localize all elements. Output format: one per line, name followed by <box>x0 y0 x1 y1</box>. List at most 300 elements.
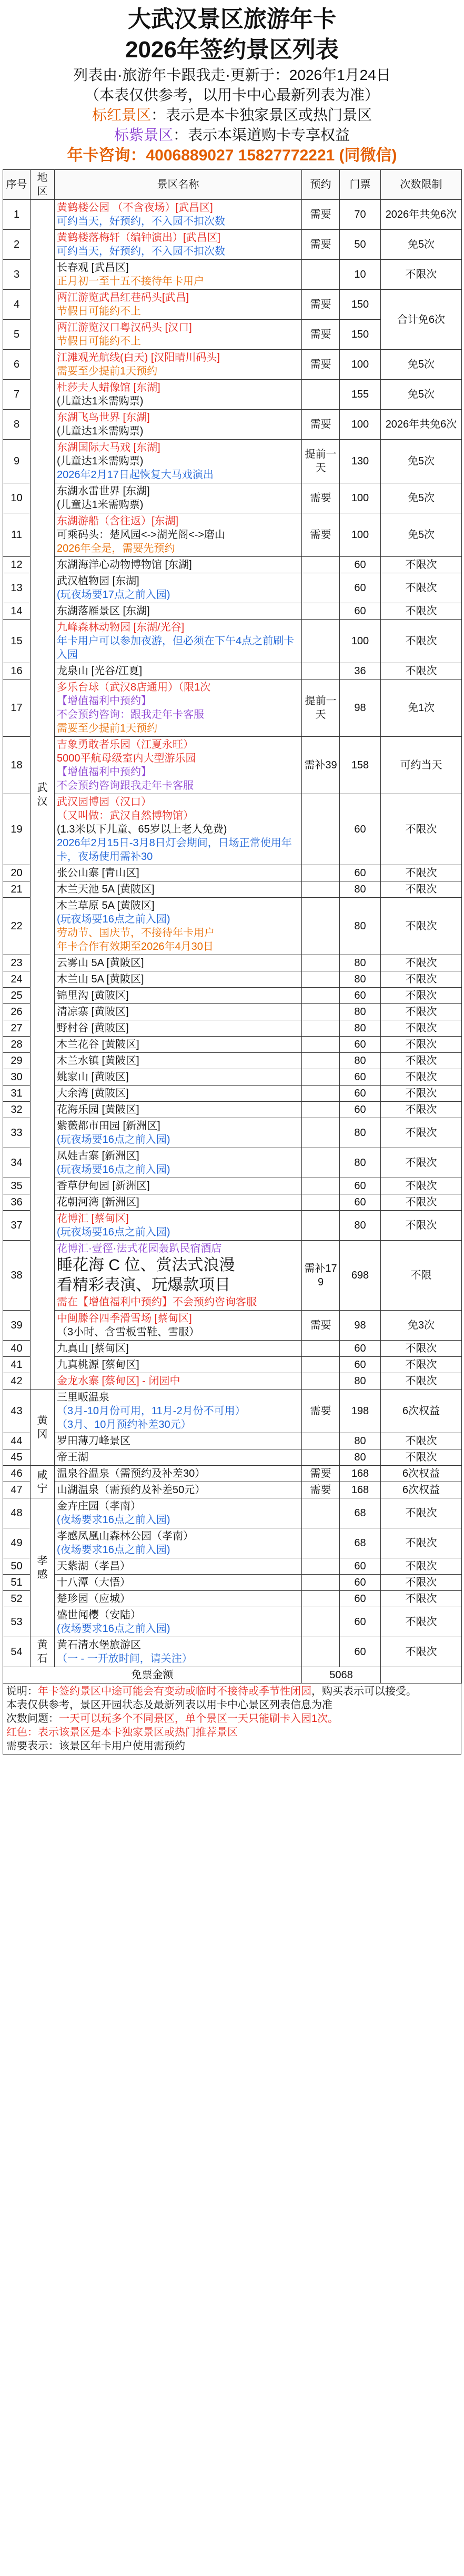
appointment-cell: 需要 <box>302 230 340 260</box>
scenic-name-line: 可乘码头：楚风园<->湖光阁<->磨山 <box>57 529 226 541</box>
visit-limit-cell: 不限次 <box>381 955 462 971</box>
ticket-price-cell: 60 <box>340 1607 381 1637</box>
row-number: 46 <box>3 1466 31 1482</box>
region-cell: 黄石 <box>31 1637 55 1667</box>
table-row <box>3 1053 462 1069</box>
appointment-cell: 需补179 <box>302 1241 340 1311</box>
visit-limit-cell: 合计免6次 <box>381 290 462 350</box>
scenic-name-cell <box>55 1558 302 1575</box>
ticket-price-cell: 80 <box>340 1118 381 1148</box>
scenic-name-cell <box>55 1053 302 1069</box>
table-row <box>3 1637 462 1667</box>
visit-limit-cell: 不限次 <box>381 663 462 680</box>
row-number: 37 <box>3 1211 31 1241</box>
scenic-name-line: 东湖海洋心动物博物馆 [东湖] <box>57 559 192 571</box>
row-number: 23 <box>3 955 31 971</box>
appointment-cell <box>302 1498 340 1528</box>
ticket-price-cell: 10 <box>340 260 381 290</box>
table-row <box>3 410 462 440</box>
scenic-name-line: (夜场要求16点之前入园) <box>57 1514 170 1526</box>
scenic-name-line: 花朝河湾 [新洲区] <box>57 1196 139 1208</box>
ticket-price-cell: 80 <box>340 1211 381 1241</box>
scenic-name-cell <box>55 1178 302 1194</box>
scenic-name-line: 香草伊甸园 [新洲区] <box>57 1180 150 1192</box>
visit-limit-cell: 不限次 <box>381 573 462 603</box>
ticket-price-cell: 60 <box>340 1069 381 1086</box>
legend-purple <box>0 125 464 145</box>
ticket-price-cell: 168 <box>340 1466 381 1482</box>
scenic-name-cell <box>55 260 302 290</box>
scenic-name-line: 九真桃源 [蔡甸区] <box>57 1359 139 1371</box>
scenic-name-cell <box>55 1528 302 1558</box>
ticket-price-cell: 80 <box>340 1004 381 1020</box>
appointment-cell: 需要 <box>302 410 340 440</box>
scenic-name-cell <box>55 663 302 680</box>
row-number: 35 <box>3 1178 31 1194</box>
appointment-cell: 需要 <box>302 513 340 557</box>
scenic-name-cell <box>55 410 302 440</box>
scenic-name-line: 盛世闻樱（安陆） <box>57 1609 141 1621</box>
row-number: 21 <box>3 881 31 898</box>
appointment-cell: 需要 <box>302 1390 340 1433</box>
appointment-cell <box>302 881 340 898</box>
row-number: 34 <box>3 1148 31 1178</box>
scenic-name-cell <box>55 230 302 260</box>
table-row <box>3 1558 462 1575</box>
table-row <box>3 971 462 988</box>
scenic-name-cell <box>55 1482 302 1498</box>
appointment-cell <box>302 1069 340 1086</box>
legend-orange <box>0 105 464 125</box>
scenic-name-line: 锦里沟 [黄陂区] <box>57 990 129 1001</box>
scenic-name-cell <box>55 1102 302 1118</box>
ticket-price-cell: 100 <box>340 410 381 440</box>
scenic-name-line: 花博汇 [蔡甸区] <box>57 1213 129 1224</box>
ticket-price-cell: 80 <box>340 955 381 971</box>
row-number: 5 <box>3 320 31 350</box>
row-number: 24 <box>3 971 31 988</box>
appointment-cell <box>302 1037 340 1053</box>
region-cell: 武汉 <box>31 200 55 1390</box>
scenic-name-line: 可约当天，好预约，不入园不扣次数 <box>57 216 225 227</box>
row-number: 7 <box>3 380 31 410</box>
appointment-cell <box>302 1086 340 1102</box>
visit-limit-cell: 不限次 <box>381 1528 462 1558</box>
appointment-cell <box>302 1102 340 1118</box>
visit-limit-cell: 6次权益 <box>381 1390 462 1433</box>
visit-limit-cell: 不限次 <box>381 1102 462 1118</box>
table-row <box>3 1466 462 1482</box>
scenic-name-line: (玩夜场要16点之前入园) <box>57 1164 170 1175</box>
title-line-2: 2026年签约景区列表 <box>125 37 339 63</box>
table-row <box>3 1373 462 1390</box>
scenic-name-line: 紫薇都市田园 [新洲区] <box>57 1120 160 1132</box>
scenic-name-cell <box>55 1086 302 1102</box>
appointment-cell <box>302 1148 340 1178</box>
scenic-name-cell <box>55 1069 302 1086</box>
appointment-cell <box>302 573 340 603</box>
row-number: 12 <box>3 557 31 573</box>
visit-limit-cell: 不限次 <box>381 1433 462 1449</box>
visit-limit-cell: 不限次 <box>381 1558 462 1575</box>
ticket-price-cell: 150 <box>340 320 381 350</box>
scenic-name-line: (夜场要求16点之前入园) <box>57 1544 170 1556</box>
footer-l1-suffix: ，购买表示可以接受。 <box>311 1686 417 1697</box>
visit-limit-cell: 不限次 <box>381 1004 462 1020</box>
scenic-name-line: 可约当天，好预约，不入园不扣次数 <box>57 246 225 257</box>
row-number: 41 <box>3 1357 31 1373</box>
scenic-name-line: 需要至少提前1天预约 <box>57 723 158 734</box>
ticket-price-cell: 98 <box>340 1311 381 1341</box>
ticket-price-cell: 60 <box>340 1591 381 1607</box>
row-number: 45 <box>3 1449 31 1466</box>
visit-limit-cell: 不限次 <box>381 794 462 865</box>
ticket-price-cell: 130 <box>340 440 381 483</box>
scenic-name-cell <box>55 603 302 620</box>
row-number: 31 <box>3 1086 31 1102</box>
total-row <box>3 1667 462 1683</box>
scenic-name-cell <box>55 794 302 865</box>
update-meta: 列表由·旅游年卡跟我走·更新于：2026年1月24日 <box>73 67 391 83</box>
scenic-name-line: (玩夜场要16点之前入园) <box>57 914 170 925</box>
row-number: 50 <box>3 1558 31 1575</box>
visit-limit-cell: 免5次 <box>381 513 462 557</box>
col-header-price: 门票 <box>340 170 381 200</box>
scenic-name-line: 温泉谷温泉（需预约及补差30） <box>57 1468 206 1479</box>
table-row <box>3 1607 462 1637</box>
appointment-cell <box>302 557 340 573</box>
total-label: 免票金额 <box>3 1667 302 1683</box>
scenic-name-line: 年卡用户可以参加夜游，但必须在下午4点之前刷卡入园 <box>57 635 295 661</box>
scenic-name-line: 吉象勇敢者乐园（江夏永旺） <box>57 739 194 751</box>
ticket-price-cell: 100 <box>340 350 381 380</box>
ticket-price-cell: 60 <box>340 1575 381 1591</box>
visit-limit-cell: 不限次 <box>381 1118 462 1148</box>
ticket-price-cell: 80 <box>340 1433 381 1449</box>
scenic-name-line: 山湖温泉（需预约及补差50元） <box>57 1484 206 1496</box>
table-row <box>3 1148 462 1178</box>
row-number: 13 <box>3 573 31 603</box>
visit-limit-cell: 不限次 <box>381 1020 462 1037</box>
scenic-name-line: 黄鹤楼公园 （不含夜场）[武昌区] <box>57 202 213 214</box>
ticket-price-cell: 36 <box>340 663 381 680</box>
table-row <box>3 260 462 290</box>
table-row <box>3 1575 462 1591</box>
table-row <box>3 881 462 898</box>
scenic-name-line: 金卉庄园（孝南） <box>57 1500 141 1512</box>
row-number: 40 <box>3 1341 31 1357</box>
scenic-name-line: 张公山寨 [青山区] <box>57 867 139 879</box>
row-number: 52 <box>3 1591 31 1607</box>
table-row <box>3 200 462 230</box>
row-number: 3 <box>3 260 31 290</box>
footer-line-2: 本表仅供参考，景区开园状态及最新列表以用卡中心景区列表信息为准 <box>6 1699 332 1711</box>
appointment-cell <box>302 1637 340 1667</box>
scenic-name-line: 2026年全是，需要先预约 <box>57 543 175 554</box>
scenic-name-cell <box>55 1433 302 1449</box>
scenic-name-line: 九峰森林动物园 [东湖/光谷] <box>57 622 185 633</box>
scenic-name-line: 九真山 [蔡甸区] <box>57 1343 129 1354</box>
visit-limit-cell: 不限次 <box>381 1341 462 1357</box>
ticket-price-cell: 60 <box>340 603 381 620</box>
table-header-row <box>3 170 462 200</box>
row-number: 4 <box>3 290 31 320</box>
row-number: 25 <box>3 988 31 1004</box>
visit-limit-cell: 6次权益 <box>381 1466 462 1482</box>
row-number: 19 <box>3 794 31 865</box>
scenic-name-cell <box>55 1357 302 1373</box>
appointment-cell <box>302 865 340 881</box>
footer-l1-warning: 年卡签约景区中途可能会有变动或临时不接待或季节性闭园 <box>38 1686 311 1697</box>
row-number: 9 <box>3 440 31 483</box>
scenic-name-line: 帝王湖 <box>57 1452 88 1463</box>
scenic-name-line: (夜场要求16点之前入园) <box>57 1623 170 1635</box>
visit-limit-cell: 不限次 <box>381 1148 462 1178</box>
scenic-name-line: (儿童达1米需购票) <box>57 425 144 437</box>
ticket-price-cell: 60 <box>340 573 381 603</box>
row-number: 2 <box>3 230 31 260</box>
scenic-name-line: 木兰山 5A [黄陂区] <box>57 973 144 985</box>
appointment-cell <box>302 1357 340 1373</box>
scenic-name-cell <box>55 1466 302 1482</box>
table-row <box>3 603 462 620</box>
ticket-price-cell: 60 <box>340 557 381 573</box>
appointment-cell: 需补39 <box>302 737 340 794</box>
ticket-price-cell: 698 <box>340 1241 381 1311</box>
row-number: 10 <box>3 483 31 513</box>
appointment-cell <box>302 1528 340 1558</box>
row-number: 17 <box>3 680 31 737</box>
scenic-name-cell <box>55 1449 302 1466</box>
appointment-cell <box>302 1004 340 1020</box>
scenic-name-cell <box>55 1037 302 1053</box>
scenic-name-line: 东湖国际大马戏 [东湖] <box>57 442 160 453</box>
appointment-cell <box>302 955 340 971</box>
scenic-name-cell <box>55 1148 302 1178</box>
row-number: 39 <box>3 1311 31 1341</box>
ticket-price-cell: 60 <box>340 1558 381 1575</box>
table-row <box>3 350 462 380</box>
scenic-name-line: 十八潭（大悟） <box>57 1577 130 1588</box>
ticket-price-cell: 60 <box>340 865 381 881</box>
row-number: 44 <box>3 1433 31 1449</box>
appointment-cell <box>302 1194 340 1211</box>
ticket-price-cell: 60 <box>340 1637 381 1667</box>
ticket-price-cell: 150 <box>340 290 381 320</box>
scenic-name-cell <box>55 1311 302 1341</box>
ticket-price-cell: 60 <box>340 1086 381 1102</box>
table-row <box>3 230 462 260</box>
row-number: 22 <box>3 898 31 955</box>
scenic-name-line: 木兰草原 5A [黄陂区] <box>57 900 155 911</box>
appointment-cell <box>302 1211 340 1241</box>
scenic-name-line: 2026年2月17日起恢复大马戏演出 <box>57 469 214 481</box>
ticket-price-cell: 80 <box>340 1148 381 1178</box>
scenic-name-cell <box>55 620 302 663</box>
table-row <box>3 1211 462 1241</box>
table-row <box>3 1498 462 1528</box>
scenic-name-line: 金龙水寨 [蔡甸区] - 闭园中 <box>57 1375 180 1387</box>
visit-limit-cell: 不限次 <box>381 1194 462 1211</box>
row-number: 49 <box>3 1528 31 1558</box>
scenic-name-cell <box>55 320 302 350</box>
region-cell: 咸宁 <box>31 1466 55 1498</box>
table-row <box>3 1341 462 1357</box>
scenic-name-line: （一 - 一开放时间，请关注） <box>57 1653 193 1665</box>
visit-limit-cell: 不限次 <box>381 260 462 290</box>
scenic-name-line: 5000平航母级室内大型游乐园 <box>57 753 196 764</box>
appointment-cell <box>302 1607 340 1637</box>
row-number: 51 <box>3 1575 31 1591</box>
ticket-price-cell: 70 <box>340 200 381 230</box>
table-row <box>3 1311 462 1341</box>
visit-limit-cell: 免1次 <box>381 680 462 737</box>
table-row <box>3 663 462 680</box>
scenic-name-line: 大余湾 [黄陂区] <box>57 1088 129 1099</box>
col-header-appointment: 预约 <box>302 170 340 200</box>
table-row <box>3 1020 462 1037</box>
visit-limit-cell: 不限次 <box>381 1607 462 1637</box>
footer-notes <box>3 1683 461 1754</box>
ticket-price-cell: 60 <box>340 1037 381 1053</box>
table-row <box>3 1118 462 1148</box>
ticket-price-cell: 60 <box>340 1194 381 1211</box>
scenic-name-cell <box>55 1575 302 1591</box>
ticket-price-cell: 60 <box>340 1178 381 1194</box>
appointment-cell <box>302 1053 340 1069</box>
visit-limit-cell: 不限次 <box>381 620 462 663</box>
visit-limit-cell: 可约当天 <box>381 737 462 794</box>
ticket-price-cell: 80 <box>340 1373 381 1390</box>
row-number: 11 <box>3 513 31 557</box>
footer-line-1 <box>6 1685 458 1698</box>
appointment-cell: 需要 <box>302 350 340 380</box>
scenic-name-line: （又叫做：武汉自然博物馆） <box>57 810 194 822</box>
appointment-cell: 需要 <box>302 1466 340 1482</box>
table-row <box>3 1178 462 1194</box>
scenic-name-line: 云雾山 5A [黄陂区] <box>57 957 144 969</box>
scenic-name-line: （3小时、含雪板雪鞋、雪服） <box>57 1326 200 1338</box>
scenic-name-line: 天紫湖（孝昌） <box>57 1560 130 1572</box>
visit-limit-cell: 不限次 <box>381 1069 462 1086</box>
visit-limit-cell: 不限次 <box>381 1498 462 1528</box>
scenic-name-cell <box>55 898 302 955</box>
row-number: 8 <box>3 410 31 440</box>
table-row <box>3 1433 462 1449</box>
table-row <box>3 794 462 865</box>
ticket-price-cell: 68 <box>340 1498 381 1528</box>
visit-limit-cell: 免5次 <box>381 350 462 380</box>
table-row <box>3 1102 462 1118</box>
visit-limit-cell: 不限次 <box>381 557 462 573</box>
visit-limit-cell: 不限次 <box>381 1637 462 1667</box>
visit-limit-cell: 不限次 <box>381 971 462 988</box>
table-row <box>3 1241 462 1311</box>
visit-limit-cell: 2026年共免6次 <box>381 200 462 230</box>
scenic-name-line: 花海乐园 [黄陂区] <box>57 1104 139 1115</box>
appointment-cell <box>302 1558 340 1575</box>
visit-limit-cell: 免5次 <box>381 483 462 513</box>
visit-limit-cell: 不限次 <box>381 1449 462 1466</box>
row-number: 54 <box>3 1637 31 1667</box>
scenic-name-cell <box>55 1118 302 1148</box>
visit-limit-cell: 不限次 <box>381 1053 462 1069</box>
table-row <box>3 440 462 483</box>
scenic-name-line: 花博汇·壹徑·法式花园轰趴民宿酒店 <box>57 1243 222 1254</box>
scenic-name-cell <box>55 200 302 230</box>
ticket-price-cell: 80 <box>340 1053 381 1069</box>
appointment-cell <box>302 1020 340 1037</box>
consult-line: 年卡咨询：4006889027 15827772221 (同微信) <box>67 147 397 164</box>
appointment-cell <box>302 1178 340 1194</box>
scenic-name-cell <box>55 988 302 1004</box>
ticket-price-cell: 60 <box>340 1102 381 1118</box>
table-body <box>3 200 462 1683</box>
appointment-cell <box>302 1591 340 1607</box>
scenic-name-line: 年卡合作有效期至2026年4月30日 <box>57 941 214 952</box>
footer-l4-text: 表示该景区是本卡独家景区或热门推荐景区 <box>38 1727 238 1738</box>
table-row <box>3 290 462 320</box>
appointment-cell <box>302 794 340 865</box>
table-row <box>3 1528 462 1558</box>
footer-line-4 <box>6 1726 458 1739</box>
footer-l4-prefix: 红色： <box>6 1727 38 1738</box>
footer-l3-text: 一天可以玩多个不同景区，单个景区一天只能刷卡入园1次。 <box>59 1713 339 1725</box>
scenic-name-line: 长春观 [武昌区] <box>57 262 129 273</box>
row-number: 47 <box>3 1482 31 1498</box>
scenic-name-line: 木兰水镇 [黄陂区] <box>57 1055 139 1067</box>
ticket-price-cell: 80 <box>340 1449 381 1466</box>
scenic-table <box>3 169 462 1683</box>
appointment-cell: 需要 <box>302 200 340 230</box>
ticket-price-cell: 60 <box>340 988 381 1004</box>
ticket-price-cell: 60 <box>340 794 381 865</box>
col-header-limit: 次数限制 <box>381 170 462 200</box>
scenic-name-line: 【增值福利中预约】 <box>57 766 152 778</box>
scenic-name-cell <box>55 737 302 794</box>
legend-purple-label: 标紫景区 <box>114 127 173 143</box>
scenic-name-line: 三里畈温泉 <box>57 1392 109 1403</box>
scenic-name-line: 需在【增值福利中预约】不会预约咨询客服 <box>57 1296 257 1308</box>
ticket-price-cell: 80 <box>340 881 381 898</box>
visit-limit-cell: 不限次 <box>381 1178 462 1194</box>
reference-note: （本表仅供参考，以用卡中心最新列表为准） <box>84 87 379 103</box>
row-number: 26 <box>3 1004 31 1020</box>
appointment-cell: 提前一天 <box>302 680 340 737</box>
row-number: 48 <box>3 1498 31 1528</box>
appointment-cell <box>302 1341 340 1357</box>
appointment-cell: 需要 <box>302 290 340 320</box>
scenic-name-line: 孝感凤凰山森林公园（孝南） <box>57 1530 194 1542</box>
total-value: 5068 <box>302 1667 381 1683</box>
visit-limit-cell: 免5次 <box>381 380 462 410</box>
ticket-price-cell: 100 <box>340 620 381 663</box>
row-number: 32 <box>3 1102 31 1118</box>
ticket-price-cell: 80 <box>340 971 381 988</box>
appointment-cell <box>302 1118 340 1148</box>
scenic-name-line: 黄鹤楼落梅轩（编钟演出）[武昌区] <box>57 232 221 244</box>
scenic-name-cell <box>55 290 302 320</box>
appointment-cell <box>302 1575 340 1591</box>
scenic-name-line: 武汉植物园 [东湖] <box>57 575 139 587</box>
appointment-cell <box>302 1373 340 1390</box>
table-row <box>3 1194 462 1211</box>
scenic-name-line: 黄石清水堡旅游区 <box>57 1639 141 1651</box>
appointment-cell: 需要 <box>302 483 340 513</box>
scenic-name-line: (玩夜场要16点之前入园) <box>57 1226 170 1238</box>
footer-line-5: 需要表示：该景区年卡用户使用需预约 <box>6 1740 185 1752</box>
row-number: 43 <box>3 1390 31 1433</box>
